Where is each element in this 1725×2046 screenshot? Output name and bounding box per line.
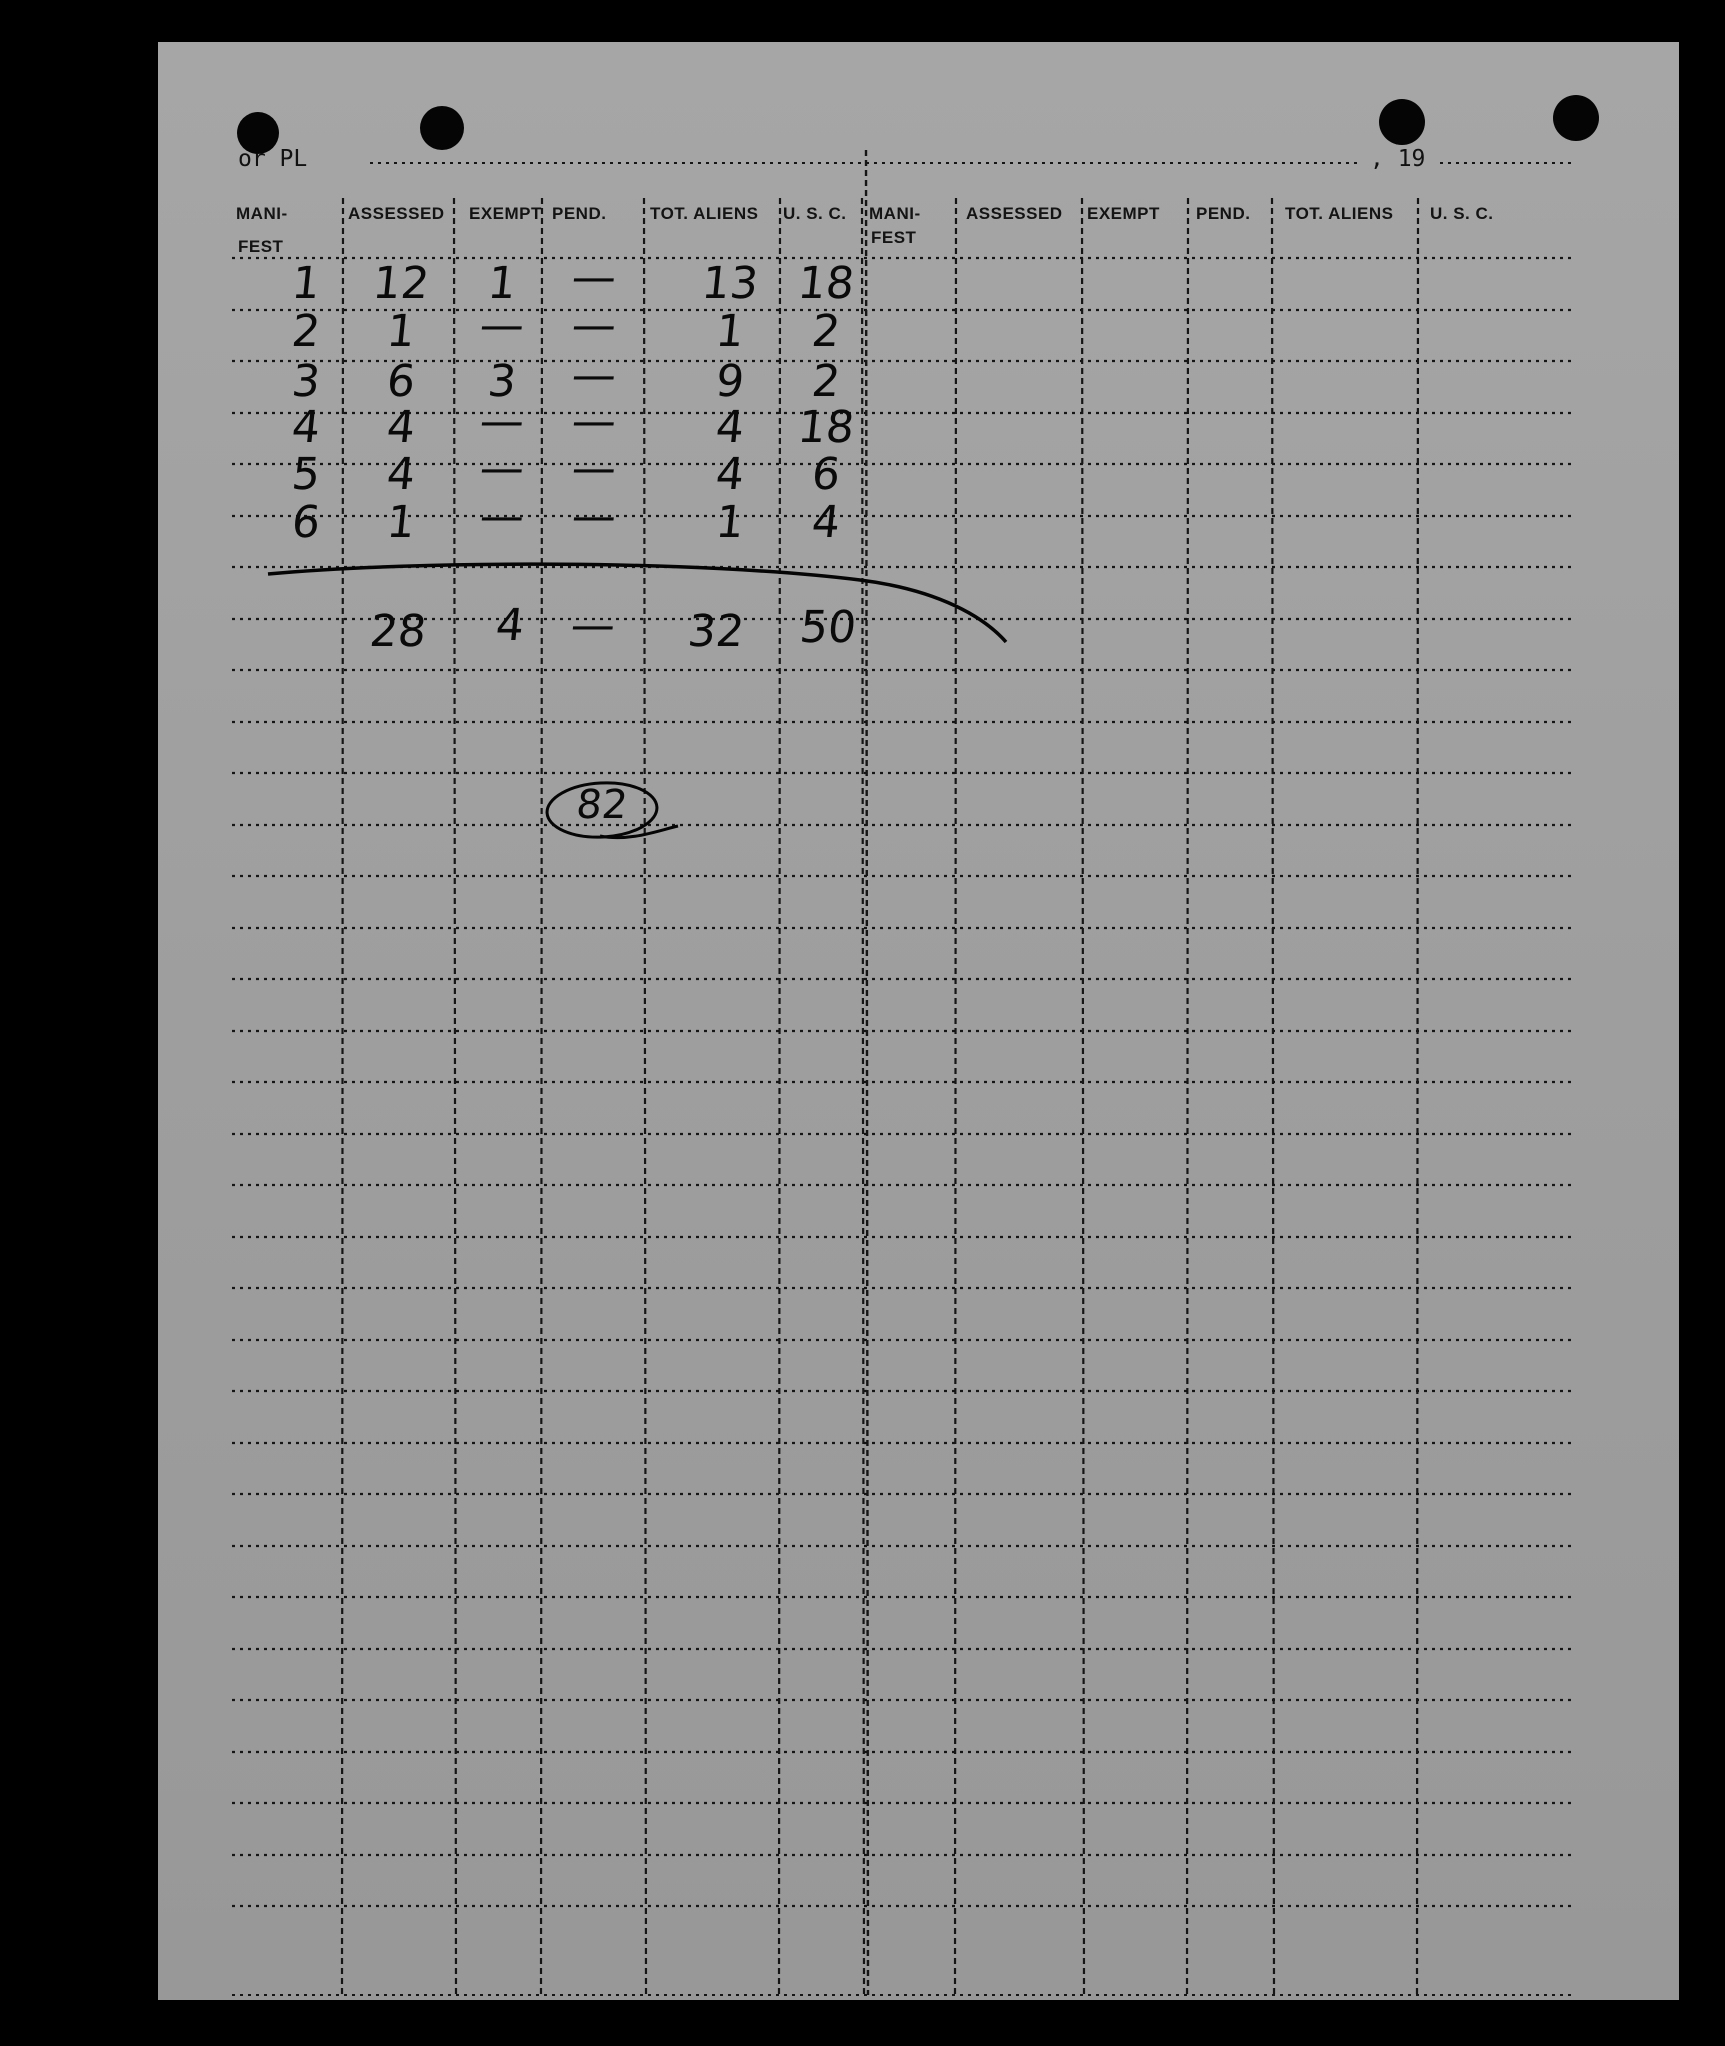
entry-pend: — [569, 252, 619, 303]
entry-assessed: 12 [370, 258, 432, 309]
entry-usc: 2 [809, 306, 843, 357]
row-dotted-lines [232, 163, 1575, 1995]
entry-pend: — [569, 300, 619, 351]
entry-assessed: 6 [384, 356, 418, 407]
total-assessed: 28 [367, 606, 429, 657]
entry-manifest: 2 [289, 306, 323, 357]
entry-tot-aliens: 1 [713, 306, 747, 357]
column-separator [1082, 198, 1084, 1995]
entry-pend: — [569, 443, 619, 494]
entry-tot-aliens: 9 [713, 356, 747, 407]
entry-exempt: — [477, 443, 527, 494]
punch-hole-3 [1379, 99, 1425, 145]
entry-assessed: 4 [384, 449, 418, 500]
entry-exempt: — [477, 396, 527, 447]
entry-manifest: 3 [289, 356, 323, 407]
col-header-assessed-right: ASSESSED [966, 204, 1063, 223]
entry-tot-aliens: 4 [713, 449, 747, 500]
column-separator [1187, 198, 1188, 1995]
entry-tot-aliens: 4 [713, 402, 747, 453]
col-header-assessed-left: ASSESSED [348, 204, 445, 223]
column-separator [866, 150, 868, 1995]
entry-exempt: — [477, 300, 527, 351]
entry-manifest: 4 [289, 402, 323, 453]
col-header-usc-right: U. S. C. [1430, 204, 1494, 223]
col-header-exempt-left: EXEMPT [469, 204, 542, 223]
column-separator [1272, 198, 1274, 1995]
col-header-usc-left: U. S. C. [783, 204, 847, 223]
col-header-exempt-right: EXEMPT [1087, 204, 1160, 223]
column-separator [779, 198, 780, 1995]
entry-manifest: 6 [289, 497, 323, 548]
entry-exempt: 1 [485, 258, 519, 309]
entry-pend: — [569, 396, 619, 447]
column-separator [644, 198, 646, 1995]
entry-tot-aliens: 13 [699, 258, 761, 309]
form-date-suffix: , 19 [1370, 146, 1426, 172]
column-separator [955, 198, 956, 1995]
entry-manifest: 5 [289, 449, 323, 500]
total-exempt: 4 [493, 600, 527, 651]
entry-exempt: 3 [485, 356, 519, 407]
total-usc: 50 [797, 602, 859, 653]
entry-pend: — [569, 491, 619, 542]
entry-assessed: 1 [384, 497, 418, 548]
grand-total: 82 [574, 782, 630, 828]
column-separator [454, 198, 456, 1995]
entry-assessed: 4 [384, 402, 418, 453]
col-header-tot-aliens-left: TOT. ALIENS [650, 204, 759, 223]
entry-exempt: — [477, 491, 527, 542]
col-header-manifest-left-2: FEST [238, 237, 284, 256]
entry-usc: 6 [809, 449, 843, 500]
column-separator [342, 198, 343, 1995]
column-separator [541, 198, 542, 1995]
col-header-pend-left: PEND. [552, 204, 607, 223]
col-header-manifest-left: MANI- [236, 204, 288, 223]
entry-tot-aliens: 1 [713, 497, 747, 548]
form-header-text: or PL [238, 146, 308, 172]
entry-manifest: 1 [289, 258, 323, 309]
entry-pend: — [569, 350, 619, 401]
column-separator [862, 198, 864, 1995]
total-pend: — [568, 600, 618, 651]
entry-usc: 18 [795, 258, 857, 309]
col-header-manifest-right-2: FEST [871, 228, 917, 247]
entry-assessed: 1 [384, 306, 418, 357]
entry-usc: 4 [809, 497, 843, 548]
entry-usc: 2 [809, 356, 843, 407]
col-header-tot-aliens-right: TOT. ALIENS [1285, 204, 1394, 223]
punch-hole-4 [1553, 95, 1599, 141]
punch-hole-2 [420, 106, 464, 150]
entry-usc: 18 [795, 402, 857, 453]
total-tot-aliens: 32 [685, 606, 747, 657]
column-separator [1417, 198, 1418, 1995]
col-header-manifest-right: MANI- [869, 204, 921, 223]
col-header-pend-right: PEND. [1196, 204, 1251, 223]
